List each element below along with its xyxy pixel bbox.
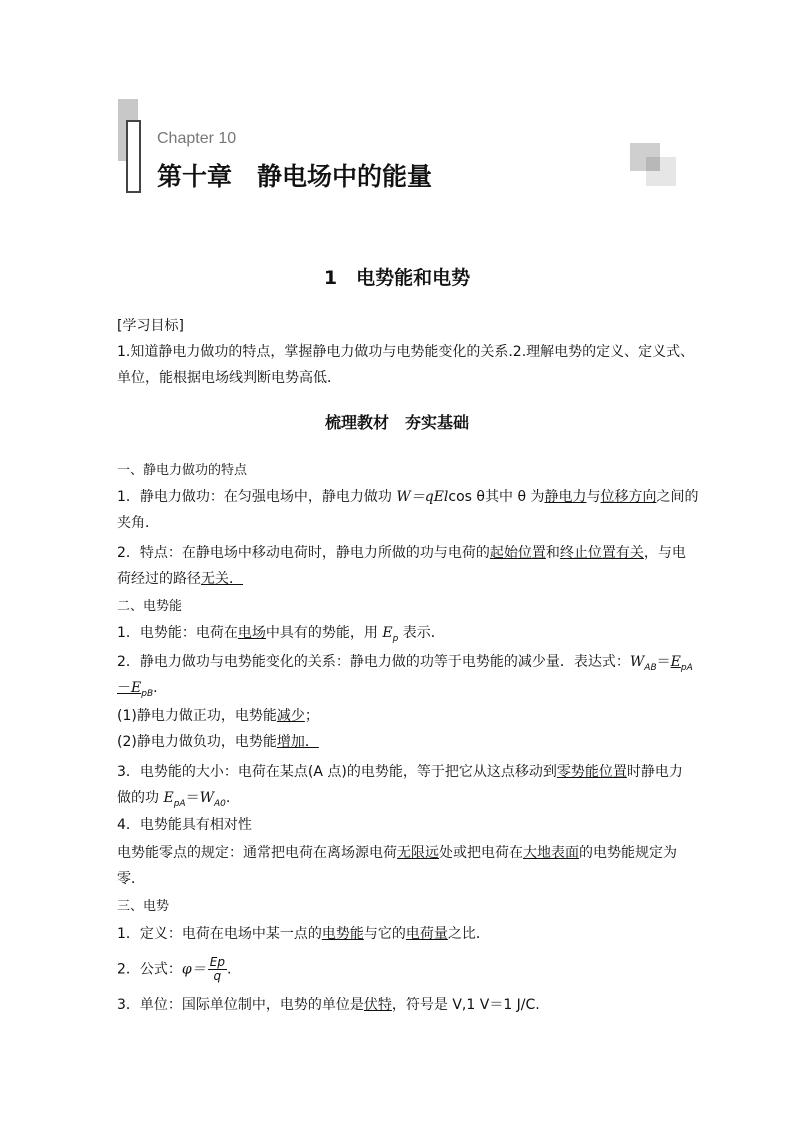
part1-item2-cont: 荷经过的路径无关． bbox=[117, 571, 243, 587]
part1-item2: 2．特点：在静电场中移动电荷时，静电力所做的功与电荷的起始位置和终止位置有关，与电 bbox=[117, 545, 686, 561]
part1-item1-cont: 夹角． bbox=[117, 515, 159, 531]
part2-sub1: (1)静电力做正功，电势能减少； bbox=[117, 708, 319, 724]
decor-frame bbox=[126, 120, 141, 193]
part3-item3: 3．单位：国际单位制中，电势的单位是伏特，符号是 V,1 V＝1 J/C. bbox=[117, 997, 540, 1013]
part2-item1: 1．电势能：电荷在电场中具有的势能，用 $E_p$ 表示． bbox=[117, 625, 445, 644]
sub-title: 梳理教材 夯实基础 bbox=[324, 413, 469, 432]
objectives-label: [学习目标] bbox=[117, 318, 184, 334]
part2-zero-cont: 零． bbox=[117, 871, 145, 887]
chapter-label: Chapter 10 bbox=[157, 130, 237, 147]
part3-heading: 三、电势 bbox=[117, 899, 170, 914]
part1-item1: 1．静电力做功：在匀强电场中，静电力做功 W＝qElcos θ其中 θ 为静电力与位移方向之间的 bbox=[117, 489, 699, 505]
part3-item2: 2．公式：φ＝ $\frac{Ep}{q}$ . bbox=[117, 955, 232, 983]
part2-item4: 4．电势能具有相对性 bbox=[117, 817, 252, 833]
part2-item2: 2．静电力做功与电势能变化的关系：静电力做的功等于电势能的减少量．表达式：$W_{AB}=E_{pA}$ bbox=[117, 654, 693, 673]
section-title: 1 电势能和电势 bbox=[323, 267, 471, 289]
part2-heading: 二、电势能 bbox=[117, 599, 183, 614]
decor-square bbox=[646, 157, 660, 171]
part2-zero: 电势能零点的规定：通常把电荷在离场源电荷无限远处或把电荷在大地表面的电势能规定为 bbox=[117, 845, 677, 861]
part2-item3: 3．电势能的大小：电荷在某点(A 点)的电势能，等于把它从这点移动到零势能位置时静电力 bbox=[117, 764, 683, 780]
part2-sub2: (2)静电力做负功，电势能增加． bbox=[117, 734, 319, 750]
part2-item2-cont: $-E_{pB}$. bbox=[117, 680, 158, 699]
formula-fraction: $\frac{Ep}{q}$ bbox=[209, 955, 225, 983]
part1-heading: 一、静电力做功的特点 bbox=[117, 463, 248, 478]
part2-item3-cont: 做的功 $E_{pA}=W_{A0}$. bbox=[117, 790, 231, 809]
objectives-line: 1.知道静电力做功的特点，掌握静电力做功与电势能变化的关系.2.理解电势的定义、定义式、 bbox=[117, 344, 695, 360]
objectives-line: 单位，能根据电场线判断电势高低． bbox=[117, 370, 341, 386]
part3-item1: 1．定义：电荷在电场中某一点的电势能与它的电荷量之比． bbox=[117, 926, 490, 942]
chapter-title: 第十章 静电场中的能量 bbox=[157, 162, 433, 191]
